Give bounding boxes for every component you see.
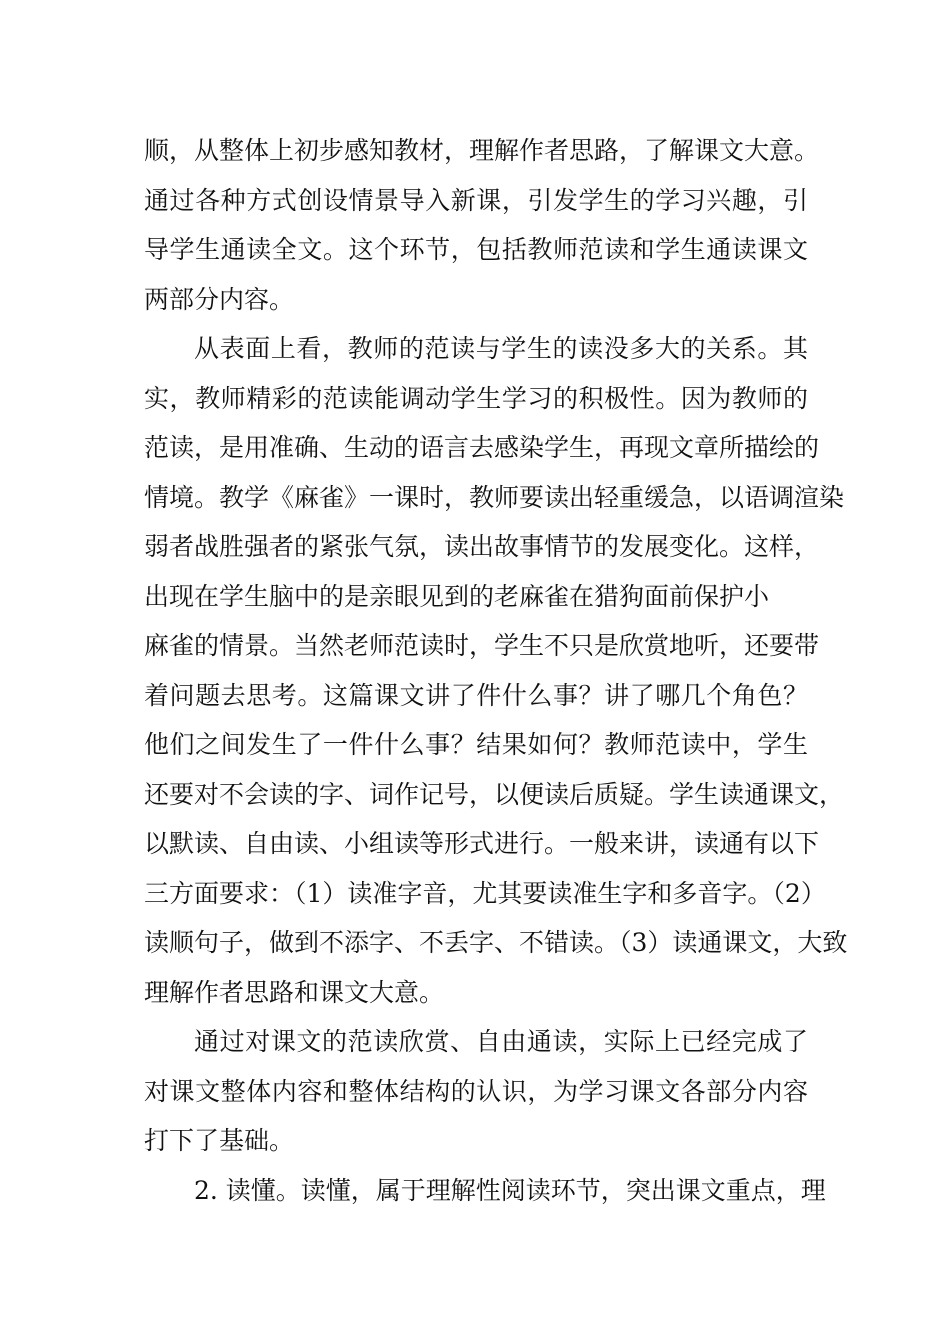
text-line: 读顺句子，做到不添字、不丢字、不错读。（3）读通课文，大致 [144,928,848,957]
text-line: 实，教师精彩的范读能调动学生学习的积极性。因为教师的 [144,383,808,413]
text-line: 从表面上看，教师的范读与学生的读没多大的关系。其 [194,334,808,363]
text-line: 通过各种方式创设情景导入新课，引发学生的学习兴趣，引 [144,185,808,215]
body-text [144,126,848,1215]
text-line: 着问题去思考。这篇课文讲了件什么事？讲了哪几个角色？ [144,680,808,710]
text-line: 导学生通读全文。这个环节，包括教师范读和学生通读课文 [144,235,808,264]
text-line: 情境。教学《麻雀》一课时，教师要读出轻重缓急，以语调渲染 [144,482,845,512]
text-line: 打下了基础。 [144,1126,295,1155]
text-line: 三方面要求：（1）读准字音，尤其要读准生字和多音字。（2） [144,878,826,908]
text-line: 2. 读懂。读懂，属于理解性阅读环节，突出课文重点，理 [194,1175,826,1205]
text-line: 麻雀的情景。当然老师范读时，学生不只是欣赏地听，还要带 [144,631,820,660]
text-line: 两部分内容。 [144,284,295,314]
text-line: 通过对课文的范读欣赏、自由通读，实际上已经完成了 [194,1027,808,1056]
text-line: 顺，从整体上初步感知教材，理解作者思路，了解课文大意。 [144,136,820,165]
text-line: 范读，是用准确、生动的语言去感染学生，再现文章所描绘的 [144,433,820,462]
text-line: 对课文整体内容和整体结构的认识，为学习课文各部分内容 [144,1076,808,1106]
text-line: 弱者战胜强者的紧张气氛，读出故事情节的发展变化。这样， [144,532,820,561]
text-line: 理解作者思路和课文大意。 [144,977,445,1007]
text-line: 出现在学生脑中的是亲眼见到的老麻雀在猎狗面前保护小 [144,581,770,611]
text-line: 以默读、自由读、小组读等形式进行。一般来讲，读通有以下 [144,829,820,858]
text-line: 他们之间发生了一件什么事？结果如何？教师范读中，学生 [144,730,808,759]
text-line: 还要对不会读的字、词作记号，以便读后质疑。学生读通课文， [144,779,845,809]
